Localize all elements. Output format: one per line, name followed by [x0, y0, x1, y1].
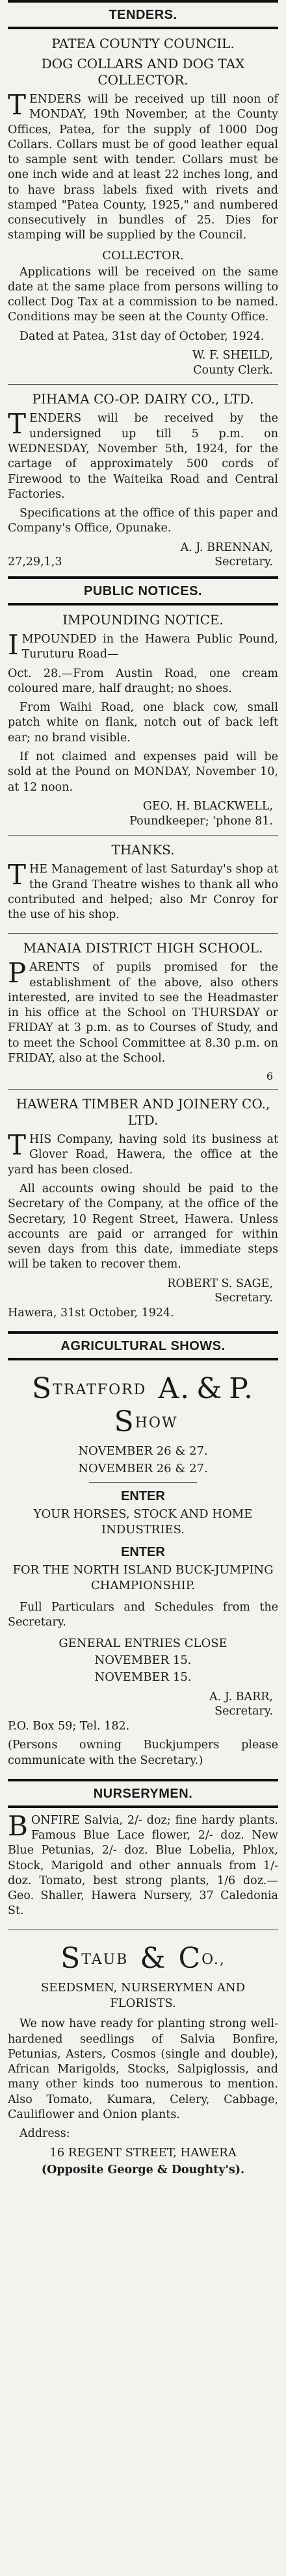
- show-note: (Persons owning Buckjumpers please communicate with the Secretary.): [8, 1739, 278, 1767]
- signature-title: Secretary.: [214, 1292, 273, 1305]
- impounding-para2: If not claimed and expenses paid will be sold at the Pound on MONDAY, November 10, at 12 noon.: [8, 750, 278, 794]
- pihama-para1: TENDERS will be received by the undersigned up till 5 p.m. on WEDNESDAY, November 5th, 1924, for the cartage of approximately 500 cords of Firewood to the Waiteika Road and Central Factories.: [8, 408, 278, 501]
- signature-title: Poundkeeper; 'phone 81.: [129, 814, 273, 828]
- timber-para1: THIS Company, having sold its business at Glover Road, Hawera, the office at the yard has been closed.: [8, 1129, 278, 1177]
- section-header-agricultural-shows: AGRICULTURAL SHOWS.: [60, 1339, 226, 1354]
- dropcap: B: [8, 1809, 28, 1842]
- signature-title: Secretary.: [214, 555, 273, 569]
- dropcap: P: [8, 957, 27, 989]
- ad-manaia-school: [8, 934, 278, 1089]
- stratford-show-title: STRATFORD A. & P. SHOW: [32, 1372, 254, 1439]
- impounding-waihi: From Waihi Road, one black cow, small patch white on flank, notch out of back left ear; no brand visible.: [8, 701, 278, 745]
- ad-ref: 6: [266, 1070, 273, 1083]
- show-pobox: P.O. Box 59; Tel. 182.: [8, 1720, 130, 1733]
- staub-address: 16 REGENT STREET, HAWERA: [49, 2146, 237, 2160]
- ad-title-pihama: PIHAMA CO-OP. DAIRY CO., LTD.: [32, 391, 254, 407]
- dropcap: T: [8, 1129, 27, 1162]
- ad-stratford-show: [8, 1360, 278, 1779]
- signature-name: W. F. SHEILD,: [192, 348, 273, 362]
- bonfire-para1: BONFIRE Salvia, 2/- doz; fine hardy plants. Famous Blue Lace flower, 2/- doz. New Blue Petunias, 2/- doz. Blue Lobelia, Phlox, Stock, Marigold and other annuals from 1/- doz. Tomato, best strong plants, 1/6 doz.—Geo. Shaller, Hawera Nursery, 37 Caledonia St.: [8, 1809, 278, 1918]
- timber-dated: Hawera, 31st October, 1924.: [8, 1307, 174, 1320]
- signature-name: GEO. H. BLACKWELL,: [142, 799, 273, 813]
- ad-title-patea: PATEA COUNTY COUNCIL.: [51, 36, 235, 51]
- signature-name: A. J. BRENNAN,: [180, 541, 273, 554]
- enter-heading-2: ENTER: [121, 1544, 165, 1559]
- ad-title-impounding: IMPOUNDING NOTICE.: [62, 612, 224, 628]
- collector-heading: COLLECTOR.: [102, 248, 184, 262]
- show-particulars: Full Particulars and Schedules from the Secretary.: [8, 1601, 278, 1629]
- section-header-tenders: TENDERS.: [109, 8, 177, 22]
- dropcap: I: [8, 629, 19, 661]
- signature-name: ROBERT S. SAGE,: [167, 1277, 273, 1290]
- signature-title: County Clerk.: [193, 363, 273, 377]
- enter-heading-1: ENTER: [121, 1488, 165, 1503]
- signature-name: A. J. BARR,: [209, 1690, 273, 1703]
- ad-ref: 27,29,1,3: [8, 555, 62, 569]
- rule: [89, 1482, 197, 1483]
- signature-title: Secretary.: [214, 1705, 273, 1718]
- impounding-para1: IMPOUNDED in the Hawera Public Pound, Turuturu Road—: [8, 629, 278, 661]
- timber-para2: All accounts owing should be paid to the Secretary of the Company, at the office of the Secretary, 10 Regent Street, Hawera. Unless accounts are paid or arranged for within seven days from this date, immediate steps will be taken to recover them.: [8, 1182, 278, 1271]
- ad-staub-co: [8, 1930, 278, 2186]
- staub-address-2: (Opposite George & Doughty's).: [41, 2163, 245, 2176]
- dropcap: T: [8, 408, 27, 440]
- patea-para2: Applications will be received on the same date at the same place from persons willing to collect Dog Tax at a commission to be named. Conditions may be seen at the County Office.: [8, 265, 278, 324]
- close-date-1: NOVEMBER 15.: [94, 1653, 192, 1667]
- staub-para1: We now have ready for planting strong well-hardened seedlings of Salvia Bonfire, Petunias, Asters, Cosmos (single and double), African Marigolds, Stocks, Salpiglossis, and many other kinds too numerous to mention. Also Tomato, Kumara, Celery, Cabbage, Cauliflower and Onion plants.: [8, 2017, 278, 2121]
- pihama-para2: Specifications at the office of this paper and Company's Office, Opunake.: [8, 507, 278, 535]
- staub-title: STAUB & CO.,: [60, 1941, 226, 1975]
- ad-thanks: [8, 835, 278, 933]
- ad-impounding: [8, 606, 278, 835]
- ad-pihama-dairy: [8, 385, 278, 576]
- ad-hawera-timber: [8, 1090, 278, 1331]
- enter-text-1: YOUR HORSES, STOCK AND HOME INDUSTRIES.: [33, 1507, 253, 1537]
- patea-para1: TENDERS will be received up till noon of MONDAY, 19th November, at the County Offices, Patea, for the supply of 1000 Dog Collars. Collars must be of good leather equal to sample sent with tender. Collars must be one inch wide and at least 22 inches long, and to have brass labels fixed with rivets and stamped "Patea County, 1925," and numbered consecutively in bundles of 25. Dies for stamping will be supplied by the Council.: [8, 89, 278, 242]
- general-entries-close: GENERAL ENTRIES CLOSE: [58, 1636, 228, 1650]
- ad-subtitle-dog-collars: DOG COLLARS AND DOG TAX COLLECTOR.: [41, 56, 245, 88]
- close-date-2: NOVEMBER 15.: [94, 1670, 192, 1685]
- ad-title-timber: HAWERA TIMBER AND JOINERY CO., LTD.: [16, 1096, 270, 1129]
- ad-title-manaia: MANAIA DISTRICT HIGH SCHOOL.: [23, 940, 263, 956]
- ad-bonfire-salvia: [8, 1808, 278, 1930]
- show-dates-2: NOVEMBER 26 & 27.: [78, 1461, 208, 1475]
- show-dates-1: NOVEMBER 26 & 27.: [78, 1444, 208, 1459]
- section-header-nurserymen: NURSERYMEN.: [93, 1786, 193, 1801]
- impounding-oct28: Oct. 28.—From Austin Road, one cream coloured mare, half draught; no shoes.: [8, 667, 278, 695]
- staub-address-label: Address:: [20, 2127, 70, 2141]
- staub-subtitle: SEEDSMEN, NURSERYMEN AND FLORISTS.: [40, 1980, 246, 2010]
- signature-row: [8, 555, 278, 570]
- enter-text-2: FOR THE NORTH ISLAND BUCK-JUMPING CHAMPIONSHIP.: [12, 1562, 274, 1592]
- dropcap: T: [8, 89, 27, 121]
- ad-patea-county: [8, 29, 278, 384]
- thanks-para1: THE Management of last Saturday's shop at the Grand Theatre wishes to thank all who contributed and helped; also Mr Conroy for the use of his shop.: [8, 859, 278, 922]
- dropcap: T: [8, 859, 27, 891]
- ad-title-thanks: THANKS.: [111, 842, 175, 858]
- patea-dated: Dated at Patea, 31st day of October, 1924.: [20, 329, 265, 343]
- section-header-public-notices: PUBLIC NOTICES.: [84, 584, 202, 599]
- manaia-para1: PARENTS of pupils promised for the establishment of the above, also others interested, are invited to see the Headmaster in his office at the School on THURSDAY or FRIDAY at 3 p.m. as to Courses of Study, and to meet the School Committee at 8.30 p.m. on FRIDAY, also at the School.: [8, 957, 278, 1065]
